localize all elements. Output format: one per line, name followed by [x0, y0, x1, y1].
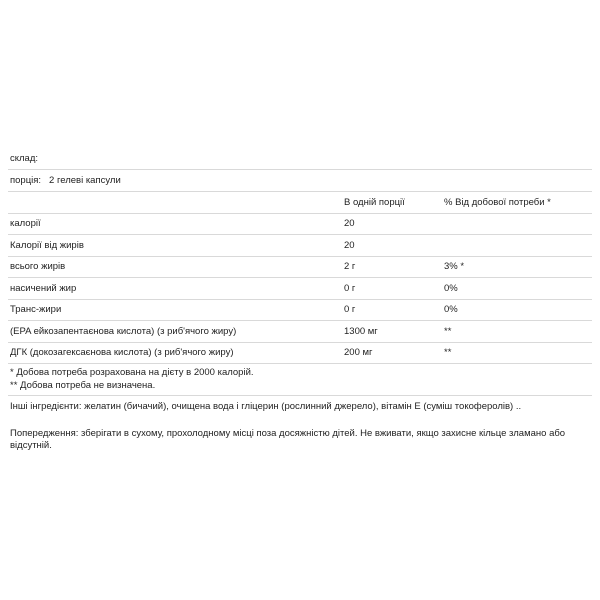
serving-label: порція:: [10, 175, 42, 186]
nutrient-amount: 0 г: [342, 278, 442, 300]
nutrient-daily-value: 3% *: [442, 256, 592, 278]
nutrient-amount: 20: [342, 235, 442, 257]
table-row: [8, 342, 592, 364]
table-row: [8, 299, 592, 321]
nutrient-amount: 200 мг: [342, 342, 442, 364]
nutrient-daily-value: 0%: [442, 299, 592, 321]
table-row: [8, 213, 592, 235]
header-cell: % Від добової потреби *: [442, 192, 592, 213]
header-cell: В одній порції: [342, 192, 442, 213]
nutrient-daily-value: **: [442, 342, 592, 364]
table-row: [8, 235, 592, 257]
nutrient-amount: 2 г: [342, 256, 442, 278]
nutrient-daily-value: [442, 235, 592, 257]
nutrient-daily-value: 0%: [442, 278, 592, 300]
supplement-facts-panel: [8, 148, 592, 457]
nutrient-name: Транс-жири: [8, 299, 342, 321]
nutrient-amount: 1300 мг: [342, 321, 442, 343]
composition-heading: [8, 148, 592, 170]
nutrient-amount: 20: [342, 213, 442, 235]
table-row: [8, 278, 592, 300]
nutrition-table: [8, 192, 592, 364]
table-header-row: [8, 192, 592, 213]
serving-value: 2 гелеві капсули: [49, 175, 121, 186]
footnotes: [8, 364, 592, 395]
nutrient-name: ДГК (докозагексаєнова кислота) (з риб'ячого жиру): [8, 342, 342, 364]
nutrient-daily-value: [442, 213, 592, 235]
nutrient-name: всього жирів: [8, 256, 342, 278]
composition-label: склад:: [10, 153, 39, 164]
warning-text: Попередження: зберігати в сухому, прохолодному місці поза досяжністю дітей. Не вживати, якщо захисне кільце зламано або відсутній.: [10, 427, 566, 451]
table-row: [8, 256, 592, 278]
header-cell: [8, 192, 342, 213]
nutrient-daily-value: **: [442, 321, 592, 343]
footnote-not-established: ** Добова потреба не визначена.: [10, 379, 156, 391]
nutrient-name: (EPA ейкозапентаєнова кислота) (з риб'ячого жиру): [8, 321, 342, 343]
nutrient-name: насичений жир: [8, 278, 342, 300]
serving-size-row: [8, 170, 592, 192]
nutrient-amount: 0 г: [342, 299, 442, 321]
nutrient-name: калорії: [8, 213, 342, 235]
footnote-daily-value: * Добова потреба розрахована на дієту в 2000 калорій.: [10, 367, 254, 378]
table-row: [8, 321, 592, 343]
other-ingredients: Інші інгредієнти: желатин (бичачий), очищена вода і гліцерин (рослинний джерело), вітамін Е (суміш токоферолів) ..: [10, 401, 522, 412]
nutrient-name: Калорії від жирів: [8, 235, 342, 257]
